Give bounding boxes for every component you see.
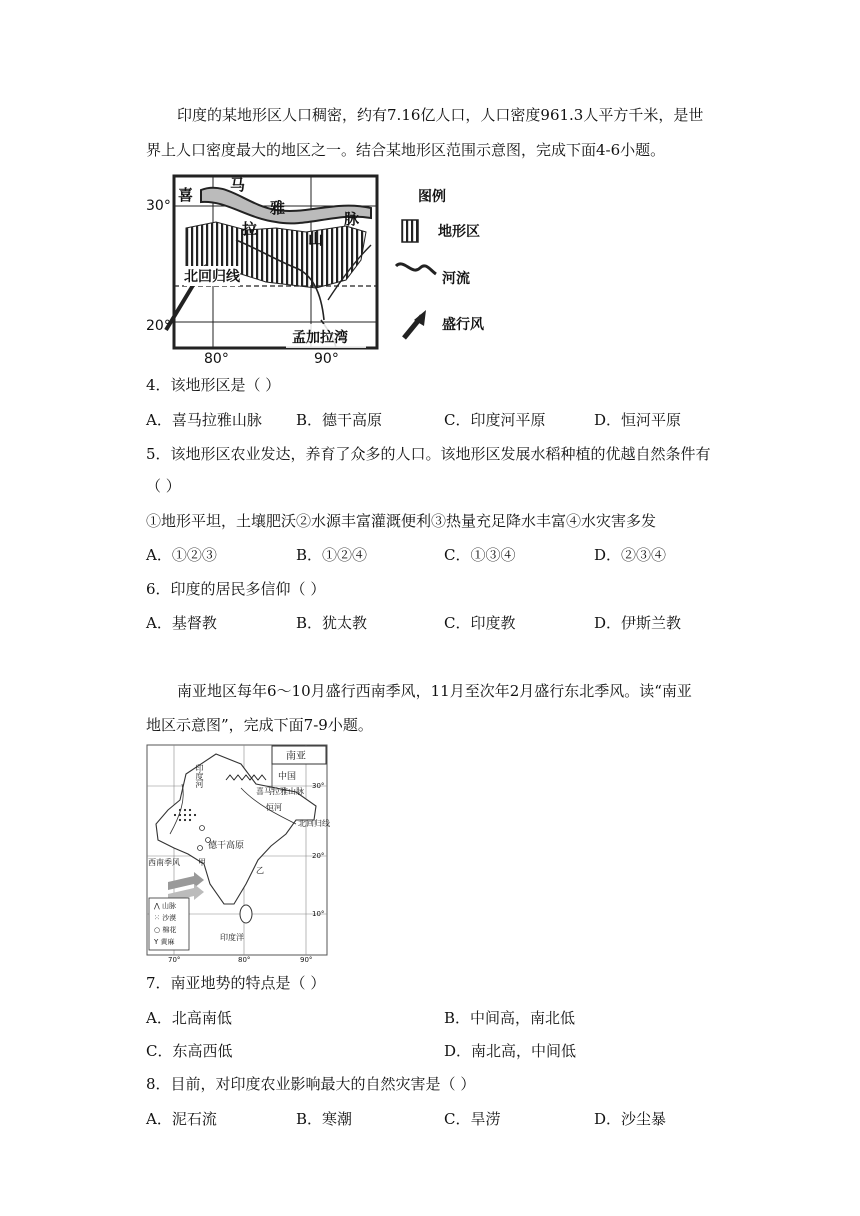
question-6-option-b[interactable]: B．犹太教 bbox=[296, 614, 368, 632]
map-1-lon-80: 80° bbox=[204, 351, 229, 367]
question-6-option-c[interactable]: C．印度教 bbox=[444, 614, 516, 632]
map-2-yi-label: 乙 bbox=[256, 866, 264, 875]
question-5-stem-cont: （ ） bbox=[146, 477, 181, 495]
question-7-option-a[interactable]: A．北高南低 bbox=[146, 1009, 232, 1027]
question-7-option-d[interactable]: D．南北高，中间低 bbox=[444, 1042, 577, 1060]
question-6-stem: 6．印度的居民多信仰（ ） bbox=[146, 580, 326, 598]
map-1-legend-title: 图例 bbox=[418, 189, 446, 205]
map-2-lat-20: 20° bbox=[312, 852, 325, 860]
map-1-legend-terrain: 地形区 bbox=[438, 224, 480, 240]
legend-mountain: ⋀ 山脉 bbox=[154, 902, 176, 910]
terrain-region-legend-icon bbox=[402, 220, 418, 242]
question-8-stem: 8．目前，对印度农业影响最大的自然灾害是（ ） bbox=[146, 1075, 476, 1093]
question-7-stem: 7．南亚地势的特点是（ ） bbox=[146, 974, 326, 992]
map-2-lon-80: 80° bbox=[238, 956, 251, 964]
desert-icon: ⁙ bbox=[154, 914, 160, 922]
map-1-lat-30: 30° bbox=[146, 198, 171, 214]
question-4-option-a[interactable]: A．喜马拉雅山脉 bbox=[146, 411, 262, 429]
map-1-label-ma: 马 bbox=[230, 176, 246, 194]
map-2-lat-30: 30° bbox=[312, 782, 325, 790]
river-legend-icon bbox=[396, 264, 436, 274]
question-4-stem: 4．该地形区是（ ） bbox=[146, 376, 281, 394]
intro-paragraph-1-line-2: 界上人口密度最大的地区之一。结合某地形区范围示意图，完成下面4-6小题。 bbox=[146, 141, 666, 159]
question-5-option-c[interactable]: C．①③④ bbox=[444, 546, 516, 564]
map-1-label-xi: 喜 bbox=[178, 186, 194, 204]
map-2-lat-10: 10° bbox=[312, 910, 325, 918]
question-5-option-a[interactable]: A．①②③ bbox=[146, 546, 217, 564]
map-1-lat-20: 20° bbox=[146, 318, 171, 334]
intro-paragraph-2-line-2: 地区示意图”，完成下面7-9小题。 bbox=[146, 716, 373, 734]
intro-paragraph-2-line-1: 南亚地区每年6～10月盛行西南季风，11月至次年2月盛行东北季风。读“南亚 bbox=[177, 682, 692, 700]
wind-legend-icon bbox=[404, 310, 426, 338]
map-2-monsoon-label: 西南季风 bbox=[148, 858, 180, 867]
map-1-label-mai: 脉 bbox=[344, 210, 360, 228]
map-2-ocean-label: 印度洋 bbox=[220, 933, 244, 942]
map-2-ganges-label: 恒河 bbox=[266, 803, 282, 812]
map-1-lon-90: 90° bbox=[314, 351, 339, 367]
map-2-himalaya-label: 喜马拉雅山脉 bbox=[256, 787, 304, 796]
jute-icon: Y bbox=[154, 938, 159, 946]
legend-jute: Y 黄麻 bbox=[154, 938, 175, 946]
question-8-option-c[interactable]: C．旱涝 bbox=[444, 1110, 501, 1128]
map-1-legend-river: 河流 bbox=[442, 271, 470, 287]
map-2-china-label: 中国 bbox=[278, 772, 297, 782]
map-1-bay-label: 孟加拉湾 bbox=[292, 330, 348, 346]
question-4-option-d[interactable]: D．恒河平原 bbox=[594, 411, 682, 429]
map-1-label-la: 拉 bbox=[242, 220, 258, 238]
map-2-jia-label: 甲 bbox=[198, 858, 206, 867]
question-5-option-b[interactable]: B．①②④ bbox=[296, 546, 368, 564]
question-5-statements: ①地形平坦，土壤肥沃②水源丰富灌溉便利③热量充足降水丰富④水灾害多发 bbox=[146, 512, 657, 530]
map-1-legend-wind: 盛行风 bbox=[442, 317, 484, 333]
legend-cotton: ○ 棉花 bbox=[154, 926, 177, 934]
map-2-legend bbox=[154, 900, 176, 948]
map-1-label-shan: 山 bbox=[308, 230, 324, 248]
question-8-option-d[interactable]: D．沙尘暴 bbox=[594, 1110, 667, 1128]
question-4-option-b[interactable]: B．德干高原 bbox=[296, 411, 383, 429]
intro-paragraph-1-line-1: 印度的某地形区人口稠密，约有7.16亿人口，人口密度961.3人平方千米，是世 bbox=[177, 106, 704, 124]
map-2-lon-90: 90° bbox=[300, 956, 313, 964]
map-1-terrain-region bbox=[146, 170, 486, 367]
legend-desert: ⁙ 沙漠 bbox=[154, 914, 177, 922]
map-1-label-ya: 雅 bbox=[270, 199, 286, 217]
question-4-option-c[interactable]: C．印度河平原 bbox=[444, 411, 546, 429]
cotton-icon: ○ bbox=[154, 926, 161, 934]
map-2-tropic-label: 北回归线 bbox=[298, 819, 330, 828]
question-8-option-a[interactable]: A．泥石流 bbox=[146, 1110, 217, 1128]
map-2-south-asia bbox=[146, 744, 336, 966]
map-2-lon-70: 70° bbox=[168, 956, 181, 964]
question-7-option-b[interactable]: B．中间高，南北低 bbox=[444, 1009, 576, 1027]
map-2-indus-label: 印度河 bbox=[195, 764, 204, 788]
question-6-option-d[interactable]: D．伊斯兰教 bbox=[594, 614, 682, 632]
map-2-title: 南亚 bbox=[286, 751, 306, 762]
question-6-option-a[interactable]: A．基督教 bbox=[146, 614, 217, 632]
question-7-option-c[interactable]: C．东高西低 bbox=[146, 1042, 233, 1060]
question-5-stem: 5．该地形区农业发达，养育了众多的人口。该地形区发展水稻种植的优越自然条件有 bbox=[146, 445, 711, 463]
map-2-deccan-label: 德干高原 bbox=[208, 841, 245, 851]
question-5-option-d[interactable]: D．②③④ bbox=[594, 546, 667, 564]
map-1-tropic-label: 北回归线 bbox=[184, 266, 240, 286]
map-1-legend bbox=[396, 220, 436, 338]
question-8-option-b[interactable]: B．寒潮 bbox=[296, 1110, 353, 1128]
mountain-icon: ⋀ bbox=[154, 902, 160, 910]
